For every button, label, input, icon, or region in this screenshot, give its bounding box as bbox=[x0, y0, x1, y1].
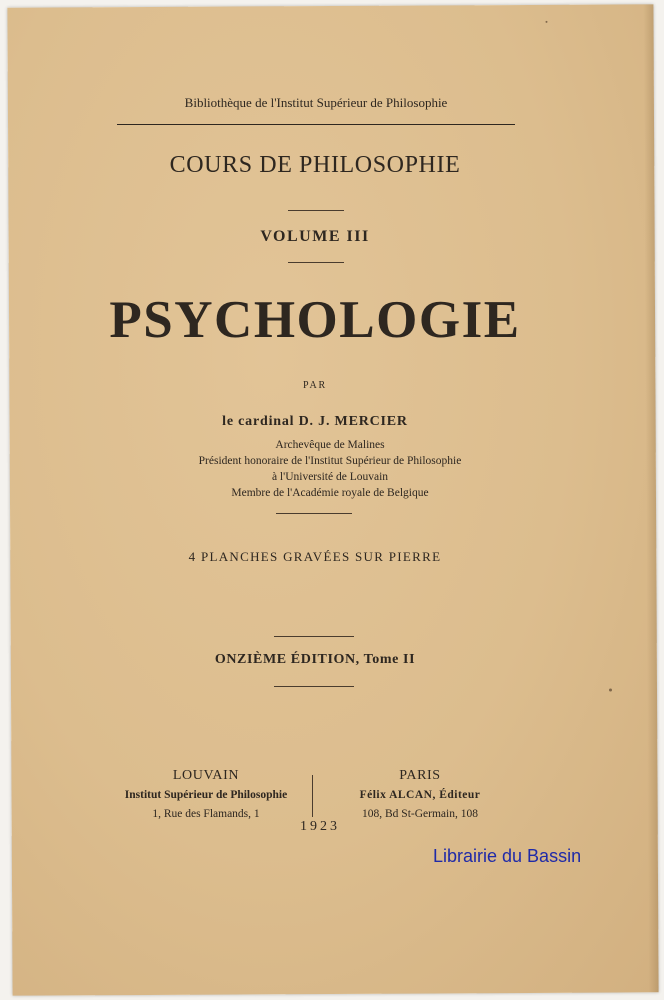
author-credential: Archevêque de Malines bbox=[275, 439, 385, 451]
seller-watermark: Librairie du Bassin bbox=[433, 846, 582, 866]
divider-rule bbox=[274, 636, 354, 637]
cover-edge-shadow bbox=[643, 4, 658, 992]
divider-rule bbox=[288, 210, 344, 211]
series-rule bbox=[117, 124, 515, 125]
publisher-left-name: Institut Supérieur de Philosophie bbox=[124, 789, 288, 801]
edition-label: ONZIÈME ÉDITION, Tome II bbox=[214, 652, 416, 667]
divider-rule bbox=[288, 262, 344, 263]
publisher-left-address: 1, Rue des Flamands, 1 bbox=[152, 808, 260, 820]
plates-note: 4 PLANCHES GRAVÉES SUR PIERRE bbox=[188, 549, 442, 564]
publication-year: 1923 bbox=[300, 819, 340, 834]
paper-speck bbox=[609, 689, 612, 692]
publisher-right-name: Félix ALCAN, Éditeur bbox=[359, 789, 481, 801]
publisher-right-city: PARIS bbox=[399, 768, 441, 783]
publisher-left-city: LOUVAIN bbox=[172, 768, 240, 783]
series-title: Bibliothèque de l'Institut Supérieur de Philosophie bbox=[184, 95, 448, 110]
paper-speck bbox=[545, 21, 547, 23]
book-title: PSYCHOLOGIE bbox=[109, 291, 521, 349]
author-credential: Membre de l'Académie royale de Belgique bbox=[231, 487, 429, 499]
author-credential: Président honoraire de l'Institut Supérieur de Philosophie bbox=[198, 455, 462, 467]
volume-label: VOLUME III bbox=[260, 228, 370, 245]
publisher-right-address: 108, Bd St-Germain, 108 bbox=[362, 808, 478, 820]
author-credential: à l'Université de Louvain bbox=[271, 471, 389, 483]
course-title: COURS DE PHILOSOPHIE bbox=[169, 152, 461, 178]
divider-rule bbox=[274, 686, 354, 687]
publisher-divider bbox=[312, 775, 313, 817]
author-name: le cardinal D. J. MERCIER bbox=[222, 414, 408, 429]
divider-rule bbox=[276, 513, 352, 514]
by-label: PAR bbox=[303, 380, 327, 391]
